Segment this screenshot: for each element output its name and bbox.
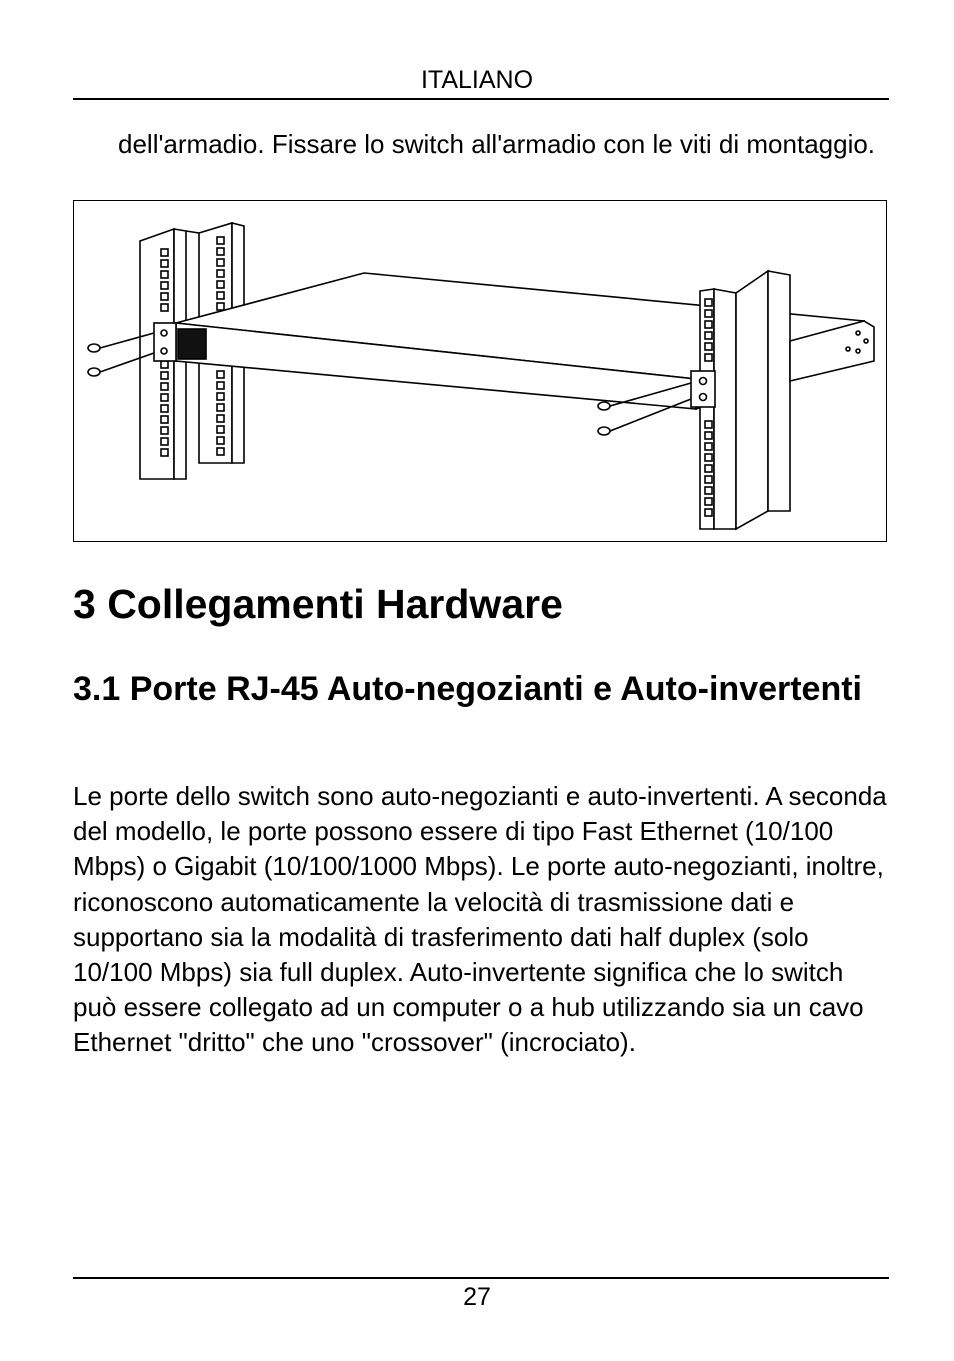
page-number: 27 [463,1283,491,1311]
section-body-paragraph: Le porte dello switch sono auto-negozianti e auto-invertenti. A seconda del modello, le porte possono essere di tipo Fast Ethernet (10/100 Mbps) o Gigabit (10/100/1000 Mbps). Le porte auto-negozianti, inoltre, riconoscono automaticamente la velocità di trasmissione dati e supportano sia la modalità di trasferimento dati half duplex (solo 10/100 Mbps) sia full duplex. Auto-invertente significa che lo switch può essere collegato ad un computer o a hub utilizzando sia un cavo Ethernet "dritto" che uno "crossover" (incrociato). [73,781,887,1058]
rack-mount-drawing [74,201,888,543]
header-rule [73,98,889,100]
section-title: 3 Collegamenti Hardware [73,581,563,627]
intro-paragraph: dell'armadio. Fissare lo switch all'armadio con le viti di montaggio. [118,129,876,159]
page-header-language: ITALIANO [420,66,534,94]
subsection-title: 3.1 Porte RJ-45 Auto-negozianti e Auto-invertenti [73,670,863,708]
right-rack-post [691,271,790,529]
rack-mount-illustration [73,200,887,542]
footer-rule [73,1277,889,1279]
